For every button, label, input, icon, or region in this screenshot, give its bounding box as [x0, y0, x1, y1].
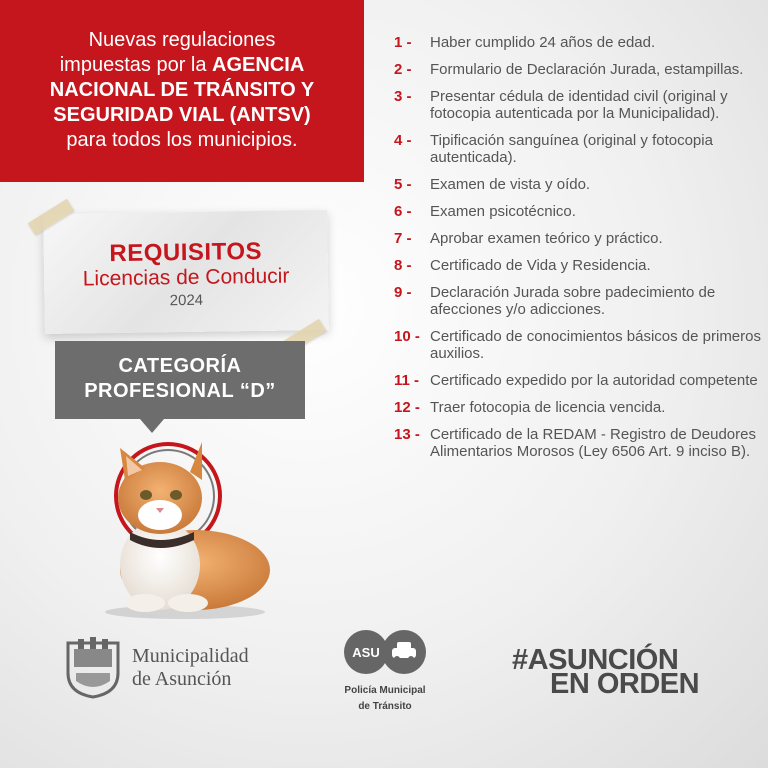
list-item: 6 - Examen psicotécnico.	[394, 203, 576, 220]
card-title: REQUISITOS	[109, 237, 263, 268]
header-line-1: Nuevas regulaciones	[88, 29, 276, 51]
pmt-line-2: de Tránsito	[358, 701, 412, 712]
header-line-3: NACIONAL DE TRÁNSITO Y	[49, 79, 315, 101]
header-line-4: SEGURIDAD VIAL (ANTSV)	[53, 104, 311, 126]
list-item: 11 - Certificado expedido por la autoridad competente	[394, 372, 758, 389]
header-line-5: para todos los municipios.	[66, 129, 298, 151]
pmt-line-1: Policía Municipal	[344, 685, 426, 696]
hashtag-logo	[512, 644, 712, 700]
requirements-card	[43, 210, 329, 334]
list-item: 3 - Presentar cédula de identidad civil (original y fotocopia autenticada por la Municipalidad).	[394, 88, 728, 122]
card-year: 2024	[169, 291, 204, 310]
hashtag-line-1: #ASUNCIÓN	[512, 644, 679, 676]
list-item: 8 - Certificado de Vida y Residencia.	[394, 257, 651, 274]
list-item: 10 - Certificado de conocimientos básicos de primeros auxilios.	[394, 328, 761, 362]
header-banner	[0, 0, 364, 182]
hashtag-line-2: EN ORDEN	[550, 668, 700, 700]
list-item: 2 - Formulario de Declaración Jurada, estampillas.	[394, 61, 744, 78]
list-item: 12 - Traer fotocopia de licencia vencida.	[394, 399, 666, 416]
svg-text:ASU: ASU	[352, 645, 380, 660]
header-line-2: impuestas por la AGENCIA	[59, 54, 305, 76]
list-item: 13 - Certificado de la REDAM - Registro de Deudores Alimentarios Morosos (Ley 6506 Art. 9 inciso B).	[394, 426, 756, 460]
list-item: 1 - Haber cumplido 24 años de edad.	[394, 34, 656, 51]
coat-of-arms-icon	[64, 637, 122, 699]
requirements-list	[394, 34, 764, 470]
police-badge-icon	[342, 628, 428, 676]
category-line-2: PROFESIONAL “D”	[84, 380, 276, 402]
list-item: 4 - Tipificación sanguínea (original y fotocopia autenticada).	[394, 132, 713, 166]
cat-photo	[90, 440, 280, 620]
policia-logo	[330, 628, 440, 713]
muni-line-2: de Asunción	[132, 668, 232, 690]
card-subtitle: Licencias de Conducir	[82, 264, 290, 291]
category-pointer	[140, 419, 164, 433]
list-item: 9 - Declaración Jurada sobre padecimiento de afecciones y/o adicciones.	[394, 284, 716, 318]
category-box	[55, 341, 305, 419]
list-item: 5 - Examen de vista y oído.	[394, 176, 591, 193]
muni-line-1: Municipalidad	[132, 645, 249, 667]
category-line-1: CATEGORÍA	[118, 355, 242, 377]
municipalidad-logo	[64, 637, 249, 699]
list-item: 7 - Aprobar examen teórico y práctico.	[394, 230, 663, 247]
